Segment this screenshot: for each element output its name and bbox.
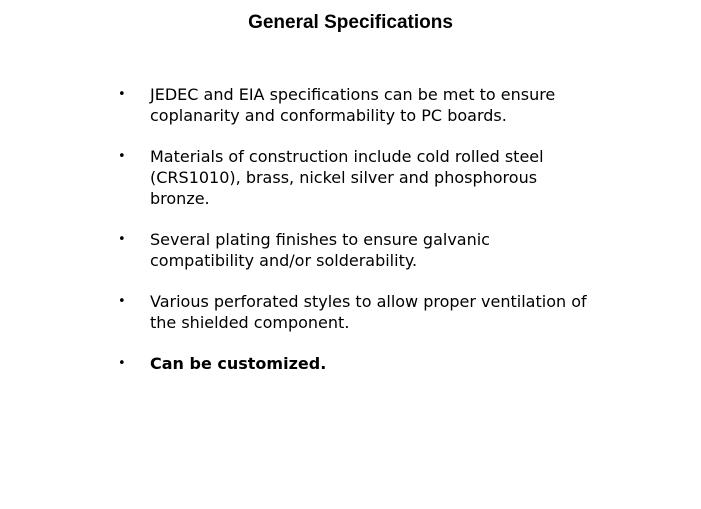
bullet-text: Various perforated styles to allow proper ventilation of the shielded component. <box>150 292 587 332</box>
list-item <box>118 353 588 374</box>
bullet-icon: • <box>118 294 126 309</box>
bullet-icon: • <box>118 356 126 371</box>
specifications-list <box>118 84 588 394</box>
bullet-text: Several plating finishes to ensure galvanic compatibility and/or solderability. <box>150 230 490 270</box>
list-item <box>118 84 588 126</box>
bullet-icon: • <box>118 87 126 102</box>
page-title: General Specifications <box>248 12 453 33</box>
bullet-text-emphasis: Can be customized. <box>150 354 327 373</box>
bullet-icon: • <box>118 149 126 164</box>
bullet-icon: • <box>118 232 126 247</box>
list-item <box>118 146 588 209</box>
list-item <box>118 229 588 271</box>
bullet-text: Materials of construction include cold rolled steel (CRS1010), brass, nickel silver and phosphorous bronze. <box>150 147 544 208</box>
bullet-text: JEDEC and EIA specifications can be met to ensure coplanarity and conformability to PC boards. <box>150 85 556 125</box>
list-item <box>118 291 588 333</box>
